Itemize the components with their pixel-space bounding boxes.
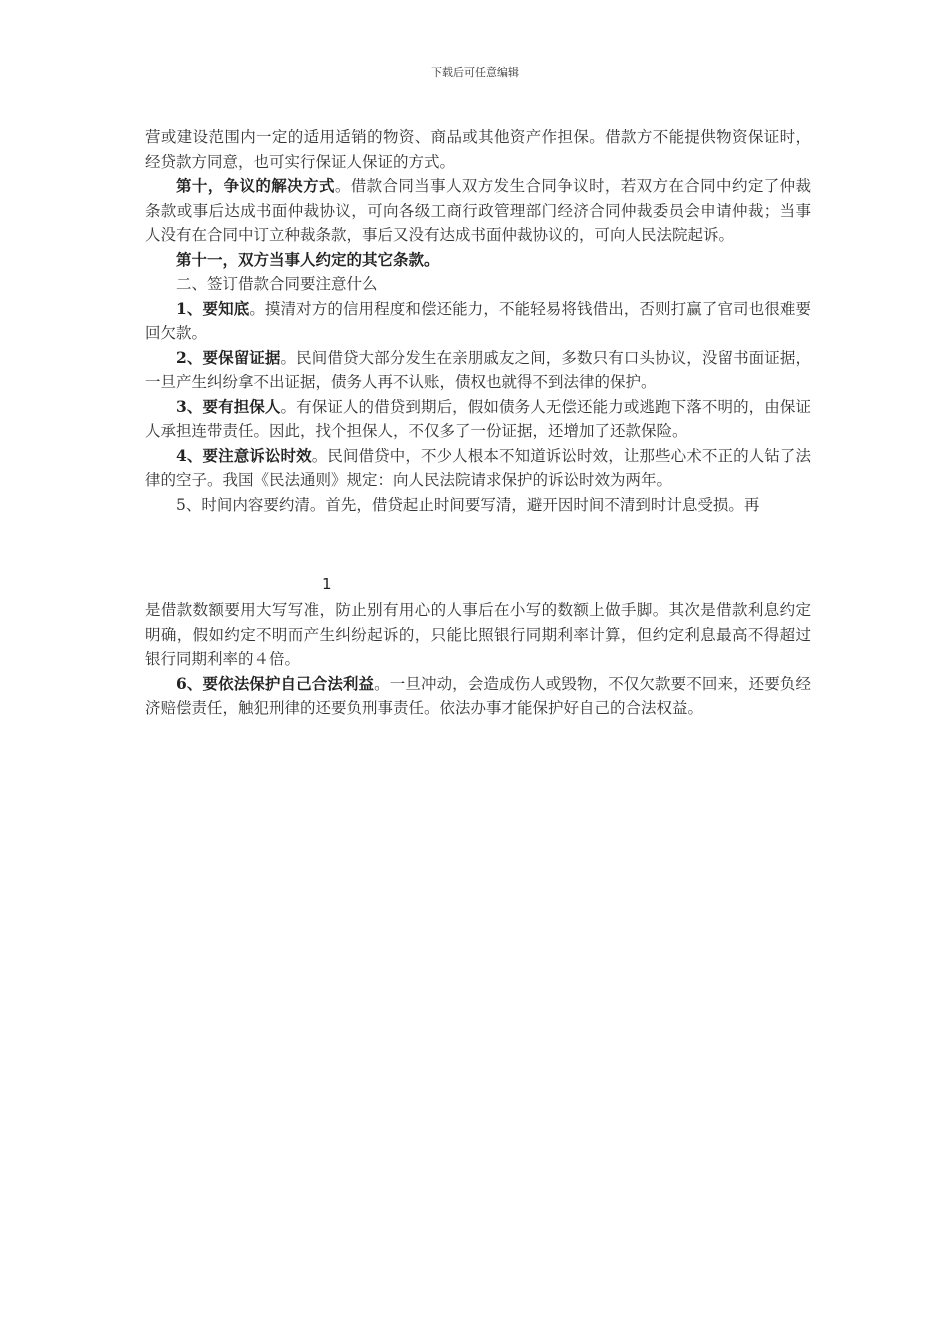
paragraph-guarantor (145, 395, 811, 444)
paragraph-time-content: 5、时间内容要约清。首先，借贷起止时间要写清，避开因时间不清到时计息受损。再 (176, 495, 760, 514)
section-heading-notes: 二、签订借款合同要注意什么 (176, 275, 378, 293)
paragraph-other-clauses (145, 248, 811, 273)
paragraph-dispute-resolution (145, 174, 811, 248)
clause-heading-10: 第十，争议的解决方式 (176, 176, 335, 195)
clause-heading-11: 第十一，双方当事人约定的其它条款。 (176, 249, 440, 269)
tip-heading-3: 3、要有担保人 (176, 396, 281, 416)
text-block-upper (145, 125, 811, 517)
tip-text-2: 。民间借贷大部分发生在亲朋戚友之间，多数只有口头协议，没留书面证据，一旦产生纠纷拿不出证据，债务人再不认账，债权也就得不到法律的保护。 (145, 348, 811, 391)
tip-heading-1: 1、要知底 (176, 298, 250, 318)
tip-heading-2: 2、要保留证据 (176, 347, 281, 367)
tip-text-1: 。摸清对方的信用程度和偿还能力，不能轻易将钱借出，否则打赢了官司也很难要回欠款。 (145, 299, 811, 342)
clause-text-10: 。借款合同当事人双方发生合同争议时，若双方在合同中约定了仲裁条款或事后达成书面仲裁协议，可向各级工商行政管理部门经济合同仲裁委员会申请仲裁；当事人没有在合同中订立种裁条款，事后又没有达成书面仲裁协议的，可向人民法院起诉。 (145, 177, 811, 244)
page-header: 下载后可任意编辑 (431, 66, 519, 79)
tip-heading-6: 6、要依法保护自己合法利益 (176, 673, 375, 693)
tip-text-6: 。一旦冲动，会造成伤人或毁物，不仅欠款要不回来，还要负经济赔偿责任，触犯刑律的还要负刑事责任。依法办事才能保护好自己的合法权益。 (145, 674, 811, 717)
tip-text-4: 。民间借贷中，不少人根本不知道诉讼时效，让那些心术不正的人钻了法律的空子。我国《民法通则》规定：向人民法院请求保护的诉讼时效为两年。 (145, 446, 811, 489)
tip-heading-4: 4、要注意诉讼时效 (176, 445, 312, 465)
paragraph-know-borrower (145, 297, 811, 346)
text-block-lower (145, 598, 811, 721)
page-number: 1 (322, 575, 332, 593)
paragraph-legal-protection (145, 672, 811, 721)
paragraph-amount-interest: 是借款数额要用大写写准，防止别有用心的人事后在小写的数额上做手脚。其次是借款利息约定明确，假如约定不明而产生纠纷起诉的，只能比照银行同期利率计算，但约定利息最高不得超过银行同期利率的４倍。 (145, 601, 811, 668)
paragraph-keep-evidence (145, 346, 811, 395)
paragraph-guarantee: 营或建设范围内一定的适用适销的物资、商品或其他资产作担保。借款方不能提供物资保证时，经贷款方同意，也可实行保证人保证的方式。 (145, 128, 811, 171)
paragraph-limitation (145, 444, 811, 493)
tip-text-3: 。有保证人的借贷到期后，假如债务人无偿还能力或逃跑下落不明的，由保证人承担连带责任。因此，找个担保人，不仅多了一份证据，还增加了还款保险。 (145, 397, 811, 440)
